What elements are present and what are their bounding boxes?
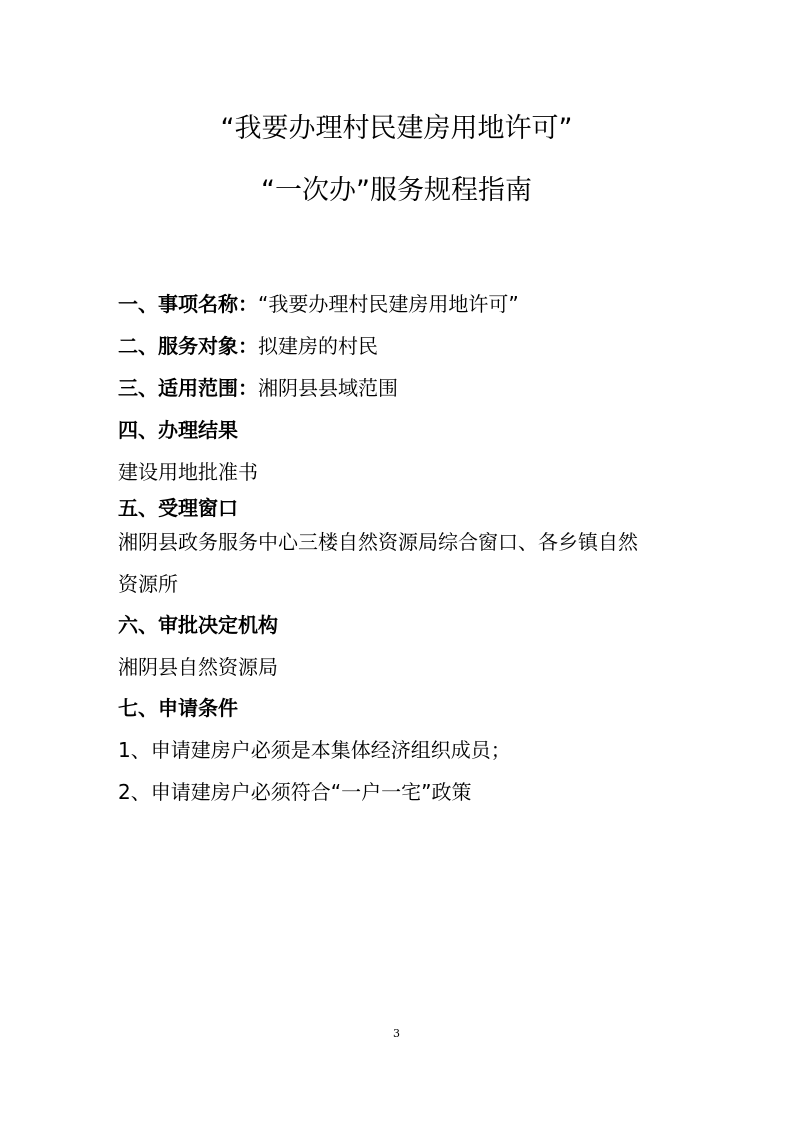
section-item-name-value: “我要办理村民建房用地许可” bbox=[258, 292, 519, 316]
section-service-target-label: 二、服务对象： bbox=[118, 334, 258, 358]
section-service-target bbox=[118, 332, 378, 360]
section-window-body-line-1: 湘阴县政务服务中心三楼自然资源局综合窗口、各乡镇自然 bbox=[118, 530, 638, 554]
section-window-heading: 五、受理窗口 bbox=[118, 496, 238, 520]
section-scope-value: 湘阴县县域范围 bbox=[258, 376, 398, 400]
condition-item-2: 2、申请建房户必须符合“一户一宅”政策 bbox=[118, 780, 472, 804]
section-result-heading: 四、办理结果 bbox=[118, 418, 238, 442]
document-title-line-1: “我要办理村民建房用地许可” bbox=[220, 113, 573, 144]
section-scope-label: 三、适用范围： bbox=[118, 376, 258, 400]
section-result-body: 建设用地批准书 bbox=[118, 460, 258, 484]
condition-item-1: 1、申请建房户必须是本集体经济组织成员； bbox=[118, 738, 511, 762]
section-authority-body: 湘阴县自然资源局 bbox=[118, 655, 278, 679]
section-conditions-heading: 七、申请条件 bbox=[118, 696, 238, 720]
section-item-name-label: 一、事项名称： bbox=[118, 292, 258, 316]
section-authority-heading: 六、审批决定机构 bbox=[118, 613, 278, 637]
section-service-target-value: 拟建房的村民 bbox=[258, 334, 378, 358]
page-number: 3 bbox=[393, 1027, 400, 1040]
section-item-name bbox=[118, 290, 519, 318]
section-window-body-line-2: 资源所 bbox=[118, 572, 178, 596]
section-scope bbox=[118, 374, 398, 402]
document-title-line-2: “一次办”服务规程指南 bbox=[261, 175, 532, 206]
